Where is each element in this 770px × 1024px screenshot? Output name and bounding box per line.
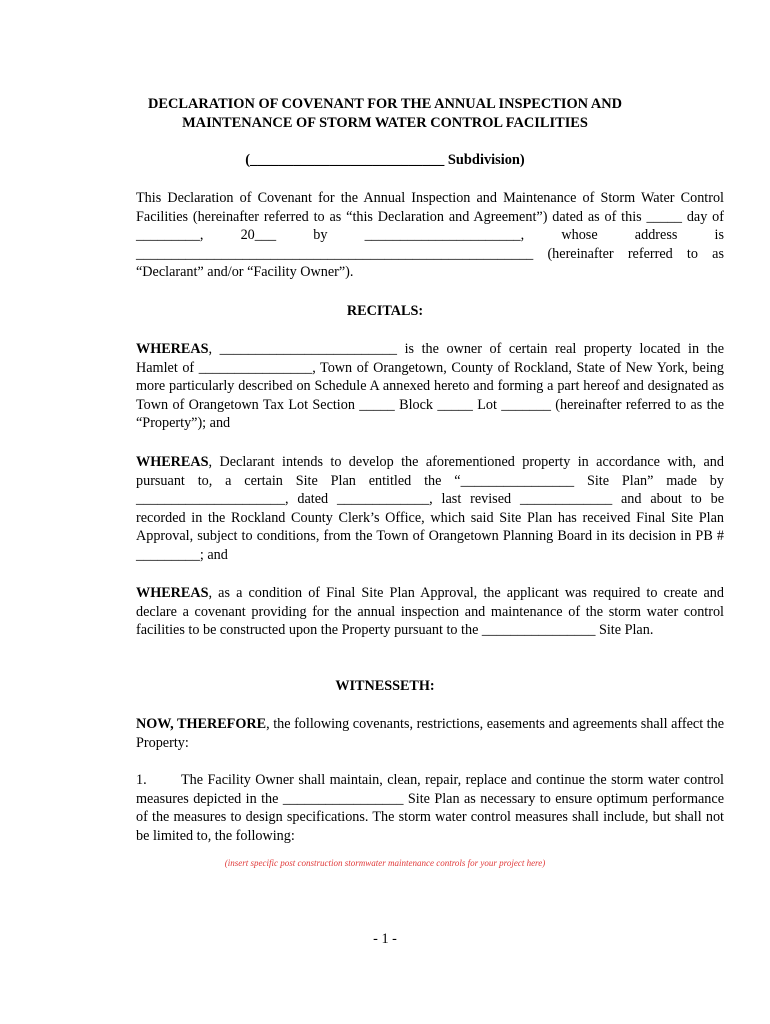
title-line-2: MAINTENANCE OF STORM WATER CONTROL FACILITIES	[182, 115, 588, 131]
subdivision-label: Subdivision)	[444, 152, 525, 168]
owner-blank: _________________________	[219, 341, 397, 357]
document-title	[90, 95, 680, 133]
insert-instruction-note: (insert specific post construction stormwater maintenance controls for your project here)	[224, 858, 546, 868]
whereas-1-text: is the owner of certain real property located in the Hamlet of ________________, Town of Orangetown, County of Rockland, State of New York, being more particularly described on Schedule A annexed hereto and forming a part hereof and designated as Town of Orangetown Tax Lot Section _____ Block _____ Lot _______ (hereinafter referred to as the “Property”); and	[136, 341, 724, 432]
whereas-3-text: , as a condition of Final Site Plan Approval, the applicant was required to create and declare a covenant providing for the annual inspection and maintenance of the storm water control facilities to be constructed upon the Property pursuant to the ________________ Site Plan.	[136, 585, 724, 639]
item-1-paragraph	[91, 771, 724, 845]
title-line-1: DECLARATION OF COVENANT FOR THE ANNUAL INSPECTION AND	[147, 96, 623, 112]
whereas-2-text: , Declarant intends to develop the aforementioned property in accordance with, and pursuant to, a certain Site Plan entitled the “________________ Site Plan” made by _____________________, dated _____________, last revised _____________ and about to be recorded in the Rockland County Clerk’s Office, which said Site Plan has received Final Site Plan Approval, subject to conditions, from the Town of Orangetown Planning Board in its decision in PB # _________; and	[136, 454, 724, 563]
whereas-comma: ,	[208, 341, 213, 357]
item-1-text: The Facility Owner shall maintain, clean, repair, replace and continue the storm water control measures depicted in the _________________ Site Plan as necessary to ensure optimum performance of the measures to design specifications. The storm water control measures shall include, but shall not be limited to, the following:	[136, 772, 724, 844]
subdivision-open: (	[245, 152, 251, 168]
now-therefore-text: , the following covenants, restrictions, easements and agreements shall affect the Property:	[136, 716, 725, 751]
intro-text: This Declaration of Covenant for the Annual Inspection and Maintenance of Storm Water Control Facilities (hereinafter referred to as “this Declaration and Agreement”) dated as of this _____ day of _________, 20___ by ______________________, whose address is ________________________________________________________ (hereinafter referred to as “Declarant” and/or “Facility Owner”).	[136, 190, 724, 281]
whereas-paragraph-2	[91, 453, 724, 565]
witnesseth-heading: WITNESSETH:	[335, 678, 435, 694]
recitals-heading: RECITALS:	[346, 303, 424, 319]
page-number: - 1 -	[373, 931, 397, 947]
whereas-lead: WHEREAS	[136, 454, 209, 470]
whereas-paragraph-1	[91, 340, 724, 433]
intro-paragraph	[91, 189, 724, 282]
whereas-paragraph-3	[91, 584, 724, 640]
now-therefore-lead: NOW, THEREFORE	[136, 716, 267, 732]
whereas-lead: WHEREAS	[136, 585, 209, 601]
now-therefore-paragraph	[91, 715, 724, 752]
whereas-lead: WHEREAS	[136, 341, 209, 357]
subdivision-line	[90, 152, 680, 169]
subdivision-blank: ___________________________	[250, 152, 445, 168]
item-1-number: 1.	[136, 772, 147, 788]
